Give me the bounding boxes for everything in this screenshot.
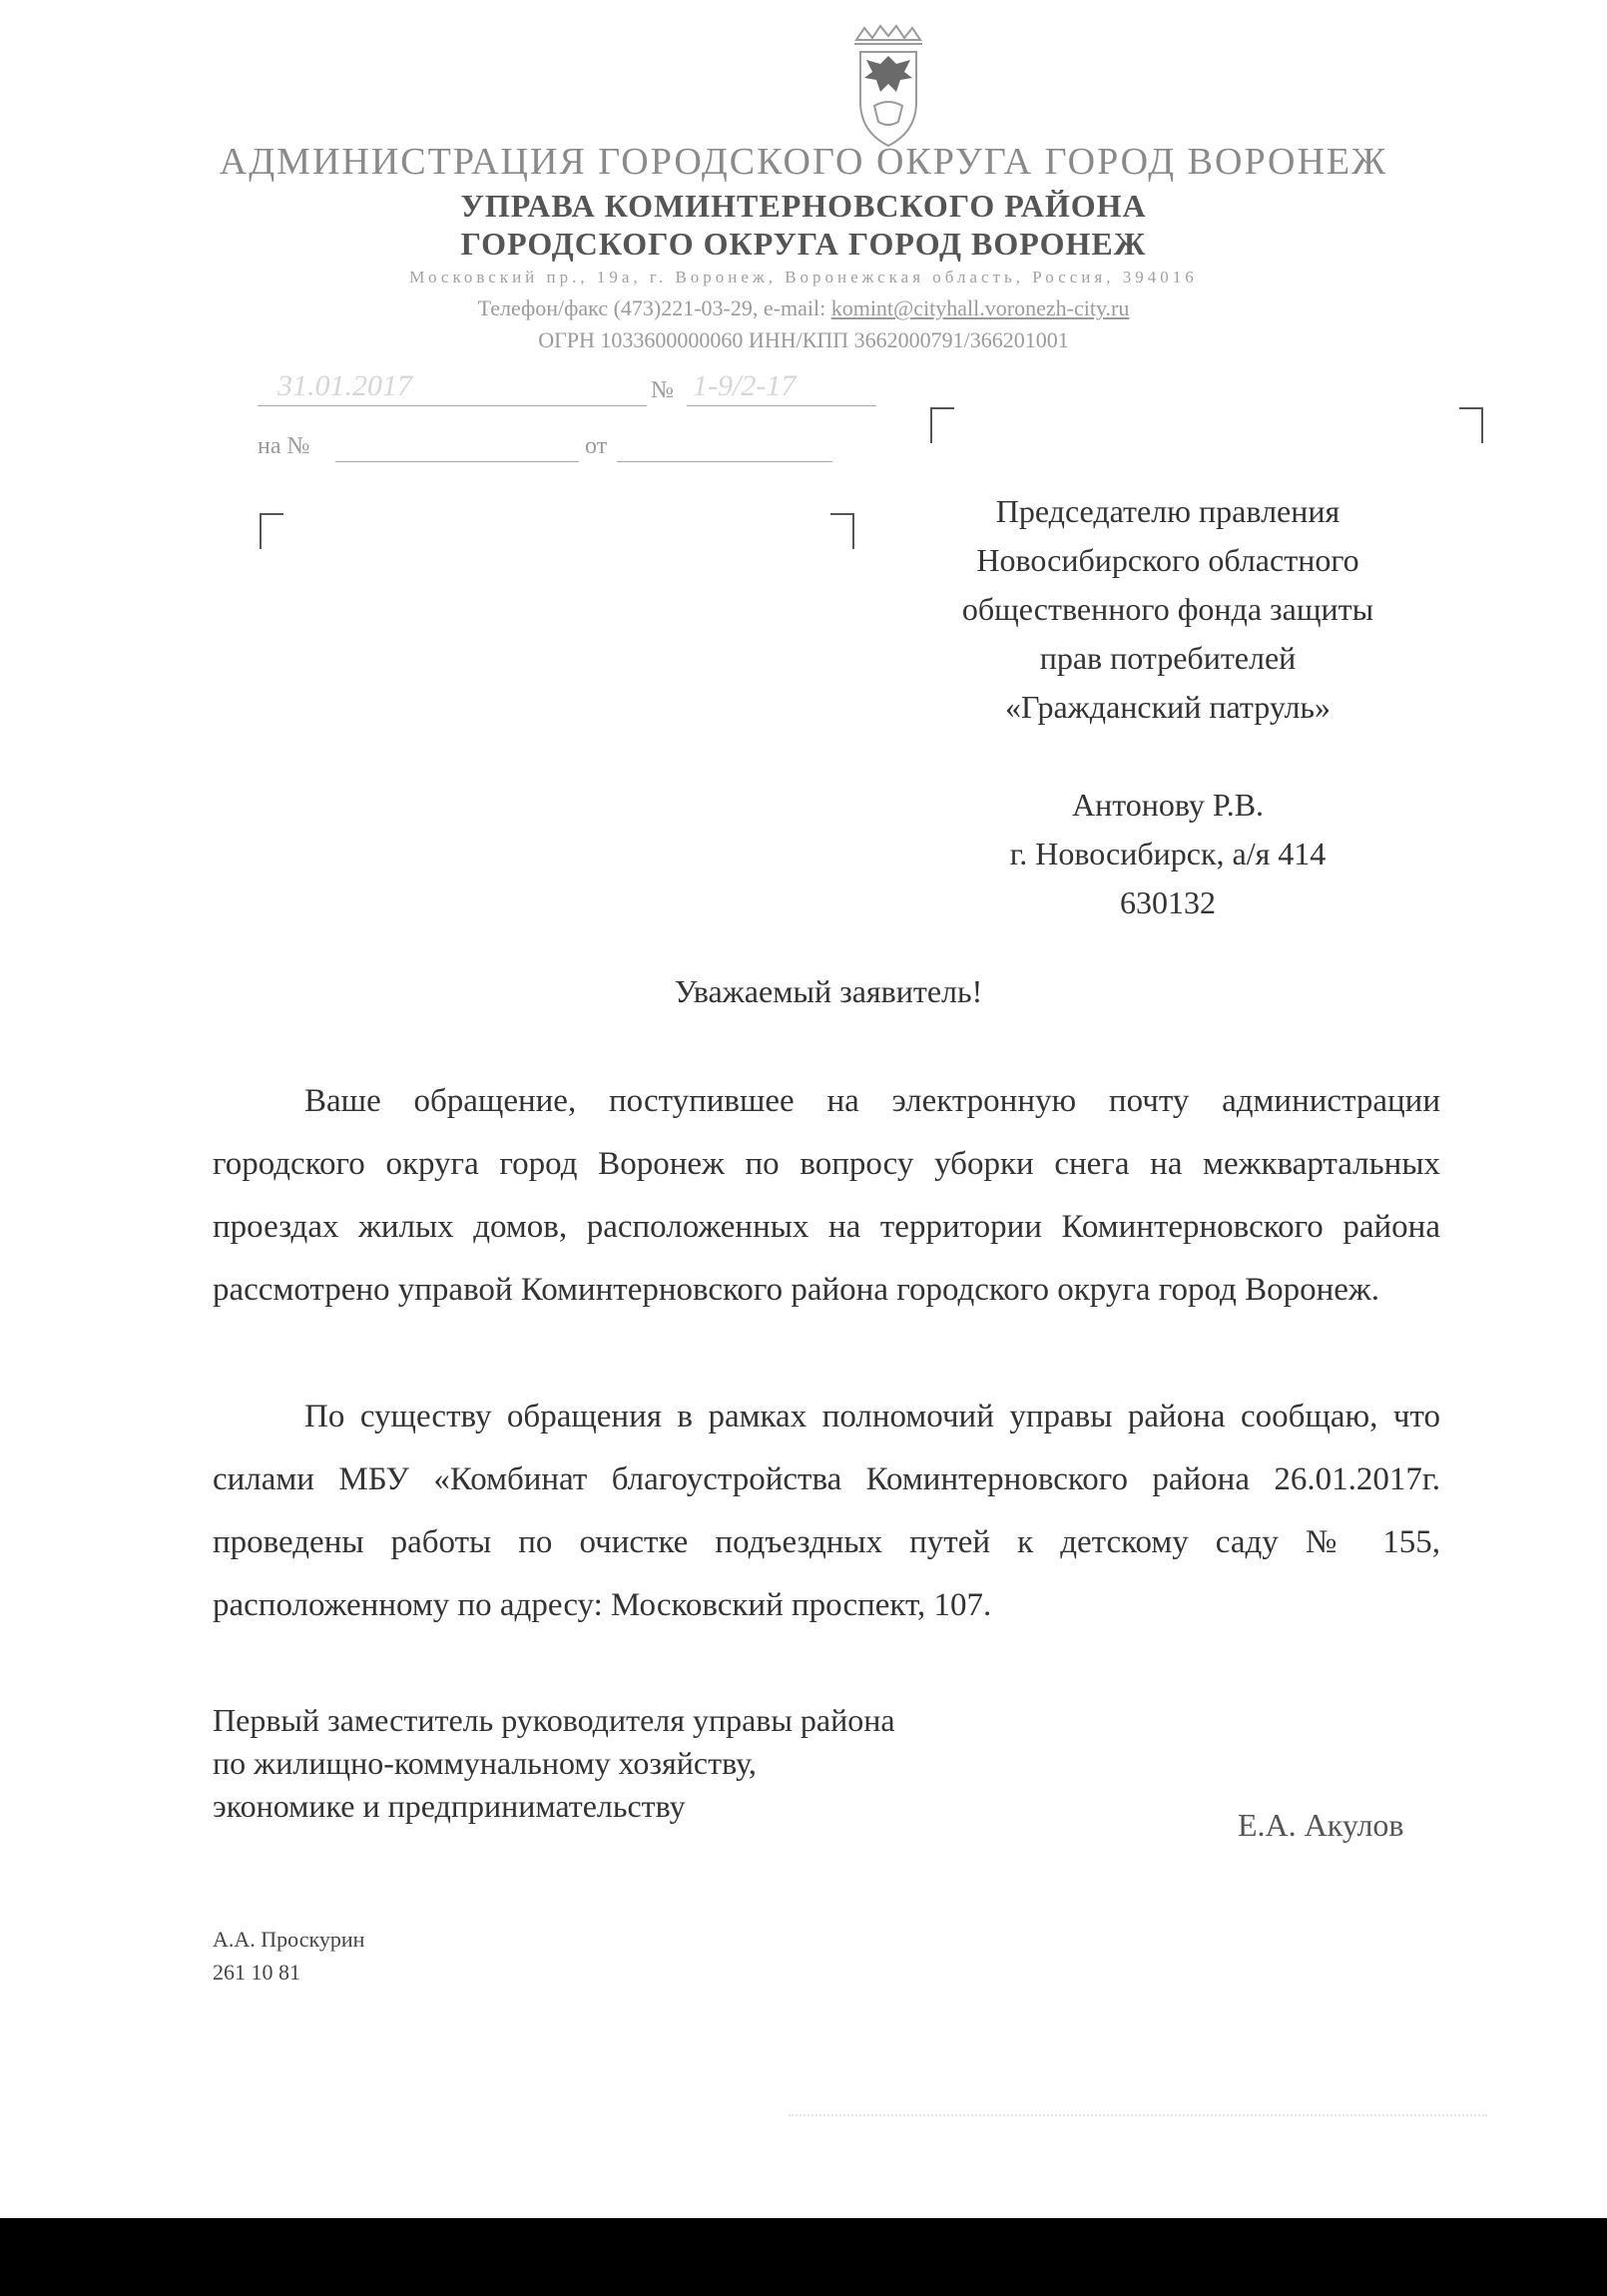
printer-footer-note: [789, 2114, 1487, 2116]
paragraph-text: По существу обращения в рамках полномочий управы района сообщаю, что силами МБУ «Комбинат благоустройства Коминтерновского района 26.01.2017г. проведены работы по очистке подъездных путей к детскому саду № 155, расположенному по адресу: Московский проспект, 107.: [213, 1399, 1440, 1623]
phone-fax: Телефон/факс (473)221-03-29, e-mail:: [477, 295, 831, 320]
bracket-left-block-tl: [260, 513, 283, 549]
coat-of-arms-icon: [826, 22, 950, 152]
recipient-line: «Гражданский патруль»: [1004, 689, 1331, 725]
executor-block: [213, 1923, 364, 1989]
recipient-line: Председателю правления: [995, 493, 1340, 529]
from-field-line: [617, 461, 832, 462]
department-title-line2: ГОРОДСКОГО ОКРУГА ГОРОД ВОРОНЕЖ: [460, 226, 1147, 262]
from-label: от: [585, 433, 608, 459]
body-paragraph-2: [213, 1386, 1440, 1637]
handwritten-date: 31.01.2017: [277, 369, 412, 402]
position-line: экономике и предпринимательству: [213, 1788, 686, 1824]
position-line: по жилищно-коммунальному хозяйству,: [213, 1745, 757, 1781]
recipient-block: [878, 487, 1457, 732]
bracket-address-block-tr: [1459, 407, 1483, 443]
recipient-line: прав потребителей: [1039, 640, 1297, 676]
contact-line: [0, 295, 1607, 321]
recipient-po-box: г. Новосибирск, а/я 414: [1009, 836, 1327, 871]
bracket-left-block-tr: [830, 513, 854, 549]
recipient-line: общественного фонда защиты: [961, 591, 1374, 627]
administration-title: АДМИНИСТРАЦИЯ ГОРОДСКОГО ОКРУГА ГОРОД ВОРОНЕЖ: [219, 141, 1388, 183]
recipient-postcode: 630132: [1120, 884, 1216, 920]
reply-to-field-line: [335, 461, 579, 462]
date-field-line: [258, 405, 647, 406]
body-paragraph-1: [213, 1070, 1440, 1322]
executor-phone: 261 10 81: [213, 1960, 300, 1985]
recipient-name: Антонову Р.В.: [1071, 787, 1265, 823]
recipient-name-address: [878, 781, 1457, 927]
executor-name: А.А. Проскурин: [213, 1927, 365, 1952]
position-line: Первый заместитель руководителя управы района: [213, 1702, 895, 1738]
bracket-address-block-tl: [930, 407, 954, 443]
number-sign: №: [651, 377, 674, 403]
recipient-line: Новосибирского областного: [976, 542, 1359, 578]
signer-name: Е.А. Акулов: [1238, 1807, 1404, 1843]
handwritten-number: 1-9/2-17: [693, 369, 797, 402]
number-field-line: [687, 405, 876, 406]
paragraph-text: Ваше обращение, поступившее на электронную почту администрации городского округа город Воронеж по вопросу уборки снега на межквартальных проездах жилых домов, расположенных на территории Коминтерновского района рассмотрено управой Коминтерновского района городского округа город Воронеж.: [213, 1083, 1440, 1308]
reply-to-label: на №: [258, 433, 310, 459]
email-link[interactable]: komint@cityhall.voronezh-city.ru: [830, 295, 1130, 320]
postal-address: Московский пр., 19а, г. Воронеж, Воронежская область, Россия, 394016: [409, 268, 1198, 287]
signature-position: [213, 1699, 895, 1828]
greeting: Уважаемый заявитель!: [674, 973, 983, 1009]
department-title-line1: УПРАВА КОМИНТЕРНОВСКОГО РАЙОНА: [460, 188, 1147, 224]
registry-numbers: ОГРН 1033600000060 ИНН/КПП 3662000791/366201001: [538, 327, 1069, 352]
scan-bottom-bar: [0, 2218, 1607, 2296]
